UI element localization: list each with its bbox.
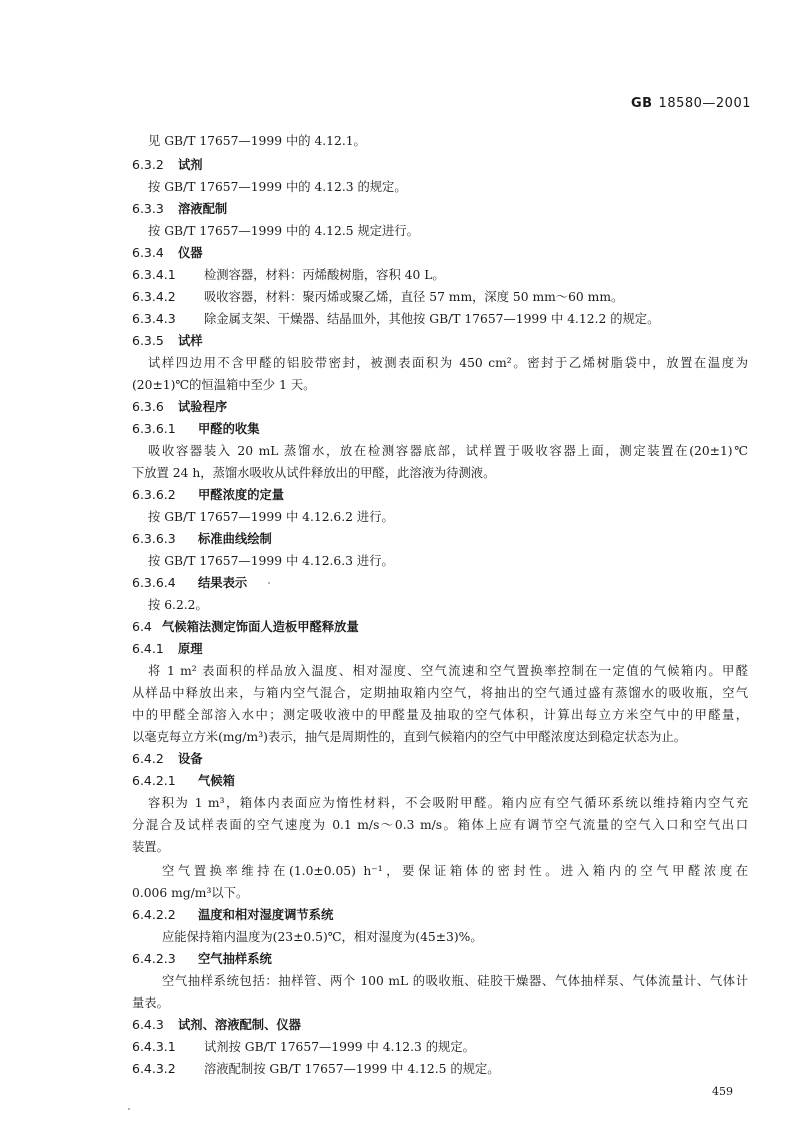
text-line: 从样品中释放出来，与箱内空气混合，定期抽取箱内空气，将抽出的空气通过盛有蒸馏水的吸收瓶，空气 [132,686,748,700]
text-line: 将 1 m² 表面积的样品放入温度、相对湿度、空气流速和空气置换率控制在一定值的气候箱内。甲醛 [148,664,748,678]
section-number: 6.4.2.1 [132,773,176,788]
scan-speck [268,582,270,584]
section-title: 试验程序 [178,400,228,414]
scan-speck [128,1108,130,1110]
list-item-6-3-4-2 [132,287,623,307]
text-line: (20±1)℃的恒温箱中至少 1 天。 [132,378,316,392]
standard-number: 18580—2001 [658,96,751,111]
text-line: 应能保持箱内温度为(23±0.5)℃，相对湿度为(45±3)%。 [162,930,483,944]
section-heading-6-3-3 [132,199,227,219]
text-line: 空气抽样系统包括：抽样管、两个 100 mL 的吸收瓶、硅胶干燥器、气体抽样泵、气体流量计、气体计 [162,974,748,988]
section-heading-6-3-6-3 [132,529,272,549]
item-text: 检测容器，材料：丙烯酸树脂，容积 40 L。 [204,268,445,282]
section-heading-6-3-6-4 [132,573,247,593]
section-title: 仪器 [178,246,203,260]
list-item-6-3-4-3 [132,309,659,329]
section-heading-6-4-1 [132,639,203,659]
text-line: 按 GB/T 17657—1999 中 4.12.6.3 进行。 [148,554,394,568]
item-text: 试剂按 GB/T 17657—1999 中 4.12.3 的规定。 [204,1040,475,1054]
text-line: 按 6.2.2。 [148,598,208,612]
section-title: 温度和相对湿度调节系统 [198,908,334,922]
text-line: 按 GB/T 17657—1999 中的 4.12.3 的规定。 [148,180,407,194]
section-heading-6-3-6-1 [132,419,260,439]
item-number: 6.4.3.1 [132,1039,176,1054]
section-title: 试剂、溶液配制、仪器 [178,1018,301,1032]
text-line: 以毫克每立方米(mg/m³)表示，抽气是周期性的，直到气候箱内的空气中甲醛浓度达到稳定状态为止。 [132,730,687,744]
section-number: 6.3.6.3 [132,531,176,546]
section-heading-6-4-2-2 [132,905,333,925]
section-title: 溶液配制 [178,202,228,216]
text-line: 空气置换率维持在(1.0±0.05) h⁻¹，要保证箱体的密封性。进入箱内的空气甲醛浓度在 [162,864,748,878]
text-line: 0.006 mg/m³以下。 [132,886,249,900]
text-line: 吸收容器装入 20 mL 蒸馏水，放在检测容器底部，试样置于吸收容器上面，测定装置在(20±1)℃ [148,444,748,458]
section-title: 甲醛浓度的定量 [198,488,285,502]
text-line: 试样四边用不含甲醛的铝胶带密封，被测表面积为 450 cm²。密封于乙烯树脂袋中，放置在温度为 [148,356,748,370]
section-number: 6.3.4 [132,245,164,260]
section-number: 6.3.3 [132,201,164,216]
section-heading-6-4-2-3 [132,949,272,969]
list-item-6-4-3-2 [132,1059,500,1079]
text-line: 容积为 1 m³，箱体内表面应为惰性材料，不会吸附甲醛。箱内应有空气循环系统以维持箱内空气充 [148,796,748,810]
section-heading-6-3-4 [132,243,203,263]
list-item-6-3-4-1 [132,265,445,285]
text-line: 按 GB/T 17657—1999 中的 4.12.5 规定进行。 [148,224,419,238]
standard-code [631,96,751,111]
item-number: 6.3.4.2 [132,289,176,304]
list-item-6-4-3-1 [132,1037,475,1057]
page-number: 459 [712,1085,733,1098]
section-title: 试样 [178,334,203,348]
item-number: 6.4.3.2 [132,1061,176,1076]
text-line: 中的甲醛全部溶入水中；测定吸收液中的甲醛量及抽取的空气体积，计算出每立方米空气中的甲醛量， [132,708,748,722]
section-number: 6.3.2 [132,157,164,172]
item-text: 溶液配制按 GB/T 17657—1999 中 4.12.5 的规定。 [204,1062,500,1076]
text-line: 见 GB/T 17657—1999 中的 4.12.1。 [148,134,366,148]
section-title: 气候箱 [198,774,235,788]
section-title: 标准曲线绘制 [198,532,272,546]
section-number: 6.3.6.4 [132,575,176,590]
section-title: 原理 [178,642,203,656]
section-heading-6-3-6 [132,397,227,417]
item-number: 6.3.4.3 [132,311,176,326]
section-title: 设备 [178,752,203,766]
section-number: 6.3.6 [132,399,164,414]
section-heading-6-3-2 [132,155,203,175]
section-heading-6-3-5 [132,331,203,351]
item-text: 吸收容器，材料：聚丙烯或聚乙烯，直径 57 mm，深度 50 mm～60 mm。 [204,290,624,304]
item-text: 除金属支架、干燥器、结晶皿外，其他按 GB/T 17657—1999 中 4.12.2 的规定。 [204,312,660,326]
section-title: 空气抽样系统 [198,952,272,966]
section-number: 6.4.2 [132,751,164,766]
section-number: 6.4 [132,619,152,634]
section-heading-6-4 [132,617,359,637]
text-line: 按 GB/T 17657—1999 中 4.12.6.2 进行。 [148,510,394,524]
text-line: 装置。 [132,840,169,854]
text-line: 量表。 [132,996,169,1010]
section-number: 6.4.2.2 [132,907,176,922]
standard-prefix: GB [630,96,653,111]
section-number: 6.4.1 [132,641,164,656]
text-line: 分混合及试样表面的空气速度为 0.1 m/s～0.3 m/s。箱体上应有调节空气流量的空气入口和空气出口 [132,818,748,832]
section-heading-6-4-3 [132,1015,301,1035]
section-title: 气候箱法测定饰面人造板甲醛释放量 [162,620,359,634]
section-number: 6.3.5 [132,333,164,348]
section-number: 6.3.6.1 [132,421,176,436]
section-number: 6.4.2.3 [132,951,176,966]
section-number: 6.4.3 [132,1017,164,1032]
item-number: 6.3.4.1 [132,267,176,282]
section-title: 甲醛的收集 [198,422,260,436]
section-number: 6.3.6.2 [132,487,176,502]
section-heading-6-3-6-2 [132,485,284,505]
section-title: 结果表示 [198,576,248,590]
section-title: 试剂 [178,158,203,172]
section-heading-6-4-2-1 [132,771,235,791]
text-line: 下放置 24 h，蒸馏水吸收从试件释放出的甲醛，此溶液为待测液。 [132,466,496,480]
section-heading-6-4-2 [132,749,203,769]
